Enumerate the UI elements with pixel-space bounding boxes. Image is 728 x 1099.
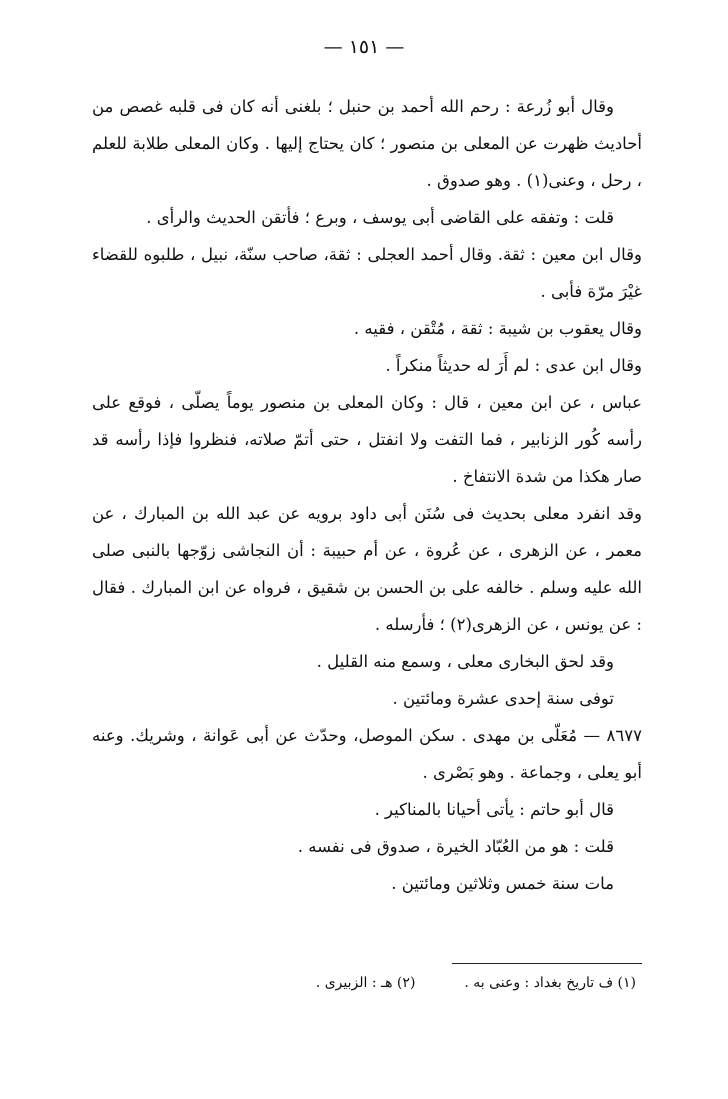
paragraph-sunan-abi-dawud: وقد انفرد معلى بحديث فى سُنَن أبى داود برويه عن عبد الله بن المبارك ، عن معمر ، عن الزهرى ، عن عُروة ، عن أم حبيبة : أن النجاشى زوّجها بالنبى صلى الله عليه وسلم . خالفه على بن الحسن بن شقيق ، فرواه عن ابن المبارك . فقال : عن يونس ، عن الزهرى(٢) ؛ فأرسله .	[92, 504, 642, 634]
paragraph-yaqub-ibn-shayba: وقال يعقوب بن شيبة : ثقة ، مُتْقن ، فقيه .	[353, 319, 642, 338]
footnote-2: (٢) هـ : الزبيرى .	[315, 975, 416, 991]
footnote-1: (١) ف تاريخ بغداد : وعنى به .	[464, 975, 636, 991]
entry-8677: ٨٦٧٧ — مُعَلّى بن مهدى . سكن الموصل، وحدّث عن أبى عَوانة ، وشريك. وعنه أبو يعلى ، وجماعة . وهو بَصْرى .	[92, 726, 642, 782]
paragraph-abu-hatim: قال أبو حاتم : يأتى أحيانا بالمناكير .	[374, 800, 614, 819]
paragraph-ibn-adi: وقال ابن عدى : لم أَرَ له حديثاً منكراً .	[385, 356, 642, 375]
footnotes	[96, 970, 636, 996]
page-number: — ١٥١ —	[323, 36, 405, 58]
paragraph-qultu: قلت : هو من العُبّاد الخيرة ، صدوق فى نفسه .	[297, 837, 614, 856]
paragraph-death-date: توفى سنة إحدى عشرة ومائتين .	[392, 689, 614, 708]
paragraph-ibn-main: وقال ابن معين : ثقة. وقال أحمد العجلى : ثقة، صاحب سنّة، نبيل ، طلبوه للقضاء غيْرَ مرّة فأبى .	[92, 245, 642, 301]
paragraph-abbas-story: عباس ، عن ابن معين ، قال : وكان المعلى بن منصور يوماً يصلّى ، فوقع على رأسه كُور الزنابير ، فما التفت ولا انفتل ، حتى أتمّ صلاته، فنظروا فإذا رأسه قد صار هكذا من شدة الانتفاخ .	[92, 393, 642, 486]
paragraph-bukhari: وقد لحق البخارى معلى ، وسمع منه القليل .	[316, 652, 614, 671]
footnote-divider	[452, 963, 642, 964]
paragraph-abu-zura: وقال أبو زُرعة : رحم الله أحمد بن حنبل ؛ بلغنى أنه كان فى قلبه غصص من أحاديث ظهرت عن المعلى بن منصور ؛ كان يحتاج إليها . وكان المعلى طلابة للعلم ، رحل ، وعنى(١) . وهو صدوق .	[92, 97, 642, 190]
paragraph-qadi-abu-yusuf: قلت : وتفقه على القاضى أبى يوسف ، وبرع ؛ فأتقن الحديث والرأى .	[146, 208, 614, 227]
main-text	[92, 88, 642, 902]
paragraph-death-235: مات سنة خمس وثلاثين ومائتين .	[391, 874, 614, 893]
